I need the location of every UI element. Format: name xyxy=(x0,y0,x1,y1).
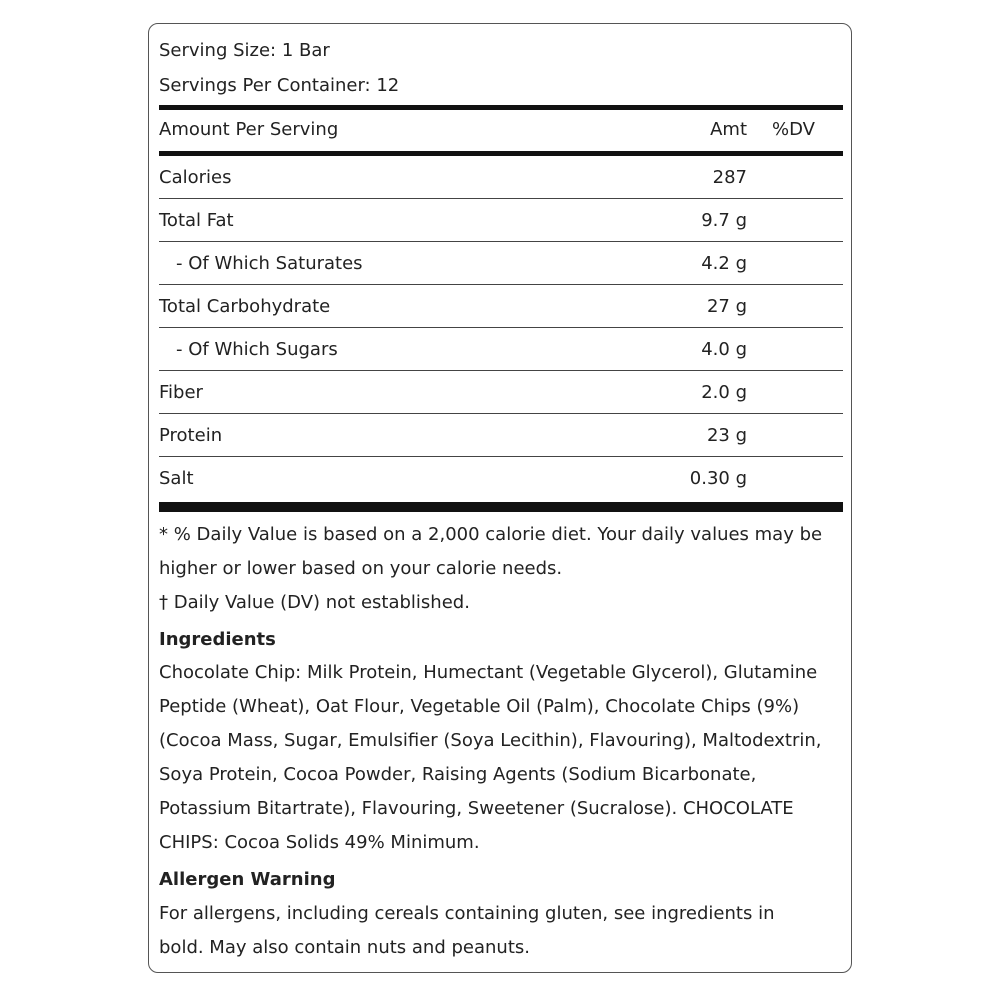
nutrient-name: Salt xyxy=(159,468,194,489)
table-row xyxy=(159,328,843,371)
ingredients-line: Peptide (Wheat), Oat Flour, Vegetable Oil (Palm), Chocolate Chips (9%) xyxy=(159,696,800,717)
table-row xyxy=(159,414,843,457)
thick-divider-bottom xyxy=(159,502,843,512)
nutrient-amount: 0.30 g xyxy=(689,468,747,489)
servings-per-container: Servings Per Container: 12 xyxy=(159,75,400,96)
table-row xyxy=(159,285,843,328)
nutrient-amount: 27 g xyxy=(706,296,747,317)
nutrient-name: Fiber xyxy=(159,382,203,403)
nutrient-amount: 287 xyxy=(712,167,747,188)
ingredients-line: Chocolate Chip: Milk Protein, Humectant (Vegetable Glycerol), Glutamine xyxy=(159,662,818,683)
allergen-line: bold. May also contain nuts and peanuts. xyxy=(159,937,530,958)
ingredients-heading: Ingredients xyxy=(159,629,276,650)
table-row xyxy=(159,156,843,199)
nutrition-facts-panel xyxy=(148,23,852,973)
nutrient-amount: 23 g xyxy=(706,425,747,446)
nutrient-name: Protein xyxy=(159,425,223,446)
amount-per-serving-label: Amount Per Serving xyxy=(159,119,339,140)
nutrient-amount: 9.7 g xyxy=(701,210,747,231)
allergen-text xyxy=(159,897,843,965)
daily-value-note-line: higher or lower based on your calorie needs. xyxy=(159,558,563,579)
table-row xyxy=(159,371,843,414)
table-row xyxy=(159,242,843,285)
nutrient-name: Calories xyxy=(159,167,232,188)
dv-column-header: %DV xyxy=(772,119,815,140)
daily-value-note-line: * % Daily Value is based on a 2,000 calorie diet. Your daily values may be xyxy=(159,524,823,545)
ingredients-line: Potassium Bitartrate), Flavouring, Sweetener (Sucralose). CHOCOLATE xyxy=(159,798,794,819)
allergen-heading: Allergen Warning xyxy=(159,869,336,890)
table-header xyxy=(159,108,843,152)
amt-column-header: Amt xyxy=(710,119,747,140)
daily-value-note xyxy=(159,518,843,620)
nutrient-amount: 4.0 g xyxy=(701,339,747,360)
nutrient-name: - Of Which Saturates xyxy=(176,253,363,274)
nutrient-name: Total Carbohydrate xyxy=(159,296,331,317)
allergen-line: For allergens, including cereals containing gluten, see ingredients in xyxy=(159,903,775,924)
nutrient-amount: 2.0 g xyxy=(701,382,747,403)
serving-size: Serving Size: 1 Bar xyxy=(159,40,330,61)
nutrient-name: - Of Which Sugars xyxy=(176,339,338,360)
dv-not-established-note: † Daily Value (DV) not established. xyxy=(159,592,470,613)
ingredients-text xyxy=(159,656,843,860)
nutrient-name: Total Fat xyxy=(159,210,234,231)
table-row xyxy=(159,199,843,242)
nutrient-amount: 4.2 g xyxy=(701,253,747,274)
table-row xyxy=(159,457,843,500)
ingredients-line: (Cocoa Mass, Sugar, Emulsifier (Soya Lecithin), Flavouring), Maltodextrin, xyxy=(159,730,822,751)
ingredients-line: CHIPS: Cocoa Solids 49% Minimum. xyxy=(159,832,480,853)
ingredients-line: Soya Protein, Cocoa Powder, Raising Agents (Sodium Bicarbonate, xyxy=(159,764,757,785)
